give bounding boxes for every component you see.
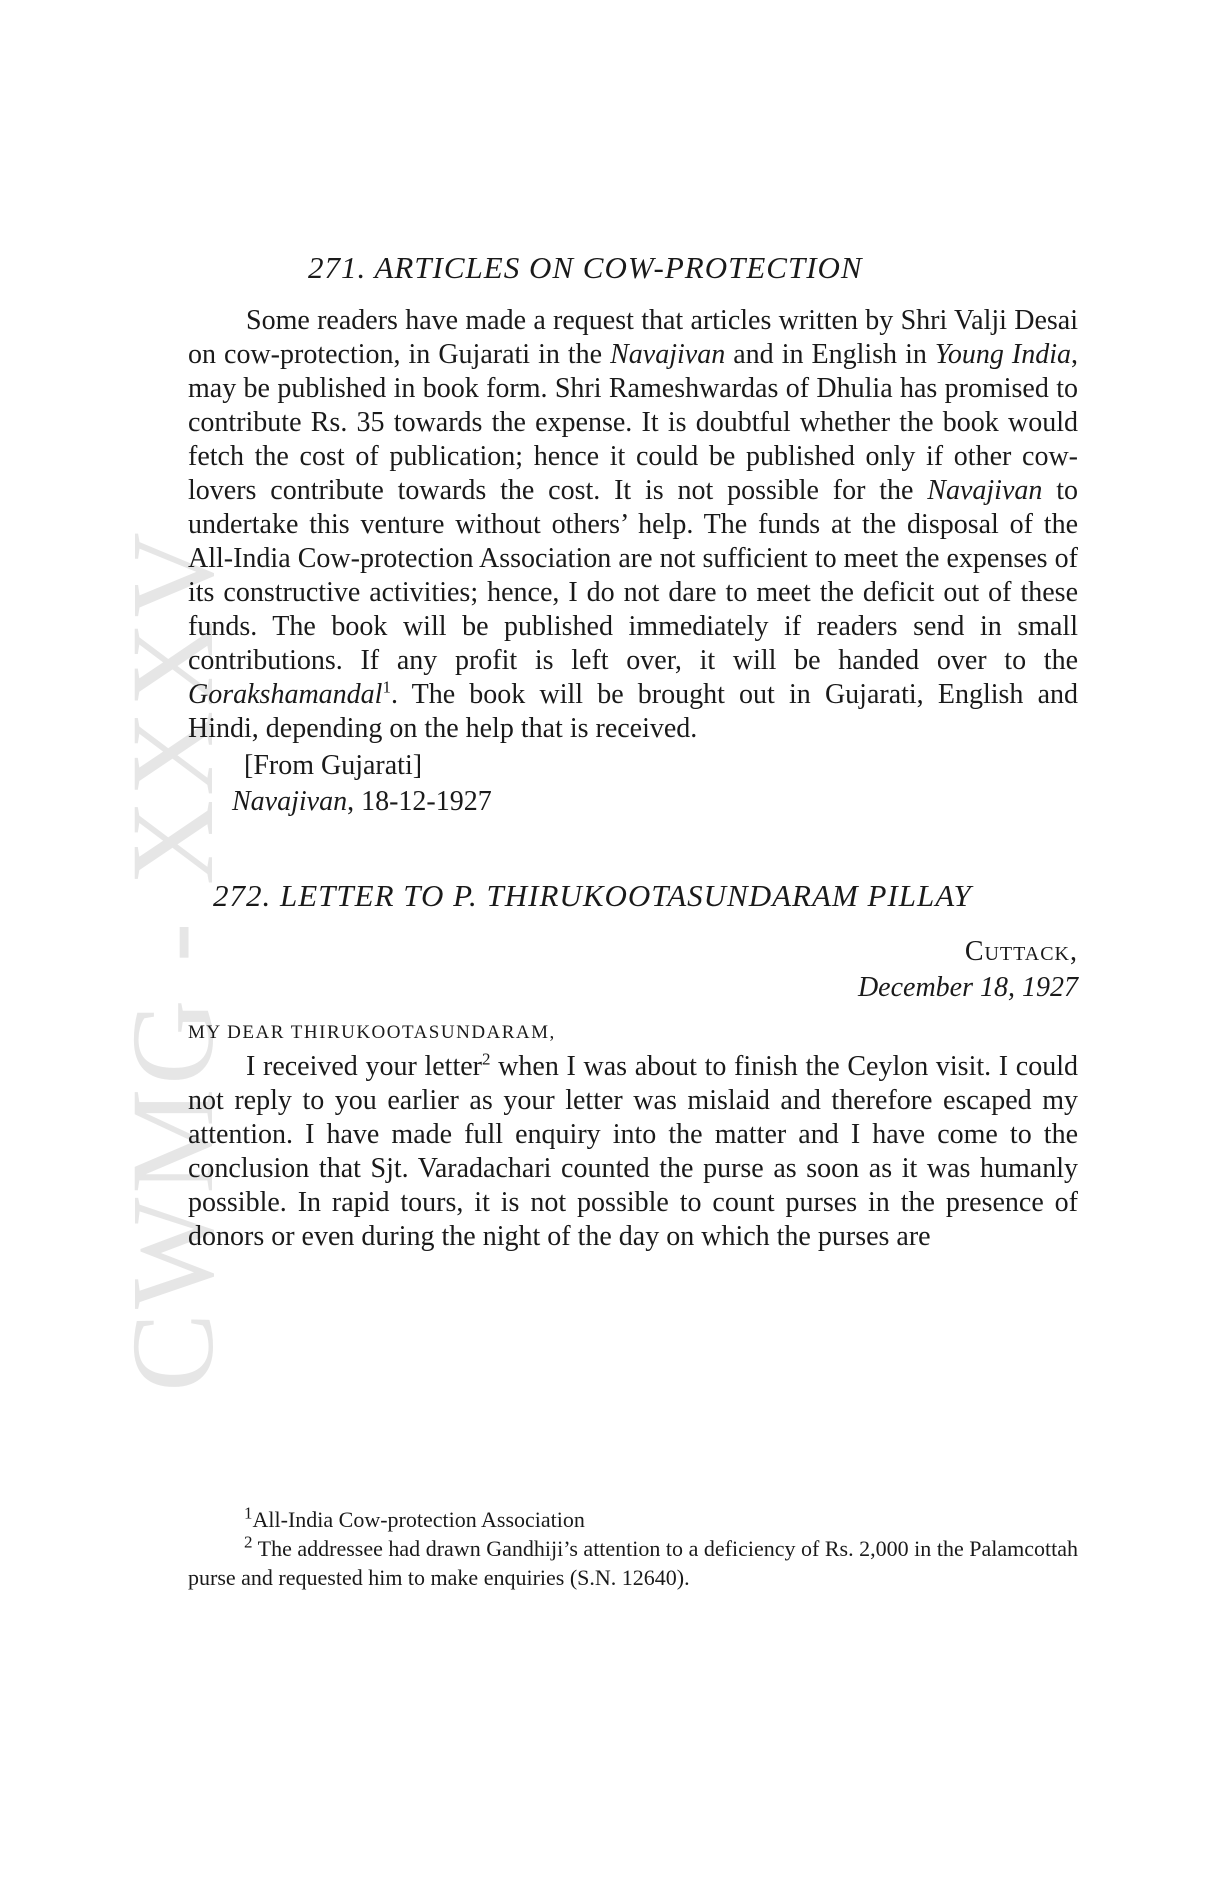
footnote-number: 1	[244, 1503, 253, 1523]
article-272-heading: 272. LETTER TO P. THIRUKOOTASUNDARAM PILLAY	[213, 878, 972, 913]
text-run: , may be published in book form. Shri Rameshwardas of Dhulia has promised to contribute Rs. 35 towards the expense. It is doubtful whether the book would fetch the cost of publication; hence it could be published only if other cow-lovers contribute towards the cost. It is not possible for the	[188, 339, 1079, 506]
source-citation	[188, 784, 1078, 820]
footnote-ref: 2	[482, 1049, 491, 1069]
footnote-1	[188, 1505, 1078, 1534]
publication-title: Navajivan	[610, 339, 726, 370]
watermark-text: CWMG - XXXV	[107, 528, 238, 1392]
article-271-paragraph	[188, 304, 1078, 746]
publication-title: Young India	[934, 339, 1072, 370]
text-run: when I was about to finish the Ceylon visit. I could not reply to you earlier as your letter was mislaid and therefore escaped my attention. I have made full enquiry into the matter and I have come to the conclusion that Sjt. Varadachari counted the purse as soon as it was humanly possible. In rapid tours, it is not possible to count purses in the presence of donors or even during the night of the day on which the purses are	[188, 1051, 1079, 1252]
text-run: to undertake this venture without others’ help. The funds at the disposal of the All-India Cow-protection Association are not sufficient to meet the expenses of its constructive activities; hence, I do not dare to meet the deficit out of these funds. The book will be published immediately if readers send in small contributions. If any profit is left over, it will be handed over to the	[188, 475, 1078, 676]
letter-paragraph	[188, 1050, 1078, 1254]
footnote-text: All-India Cow-protection Association	[252, 1507, 585, 1532]
footnote-number: 2	[244, 1532, 253, 1552]
organization-name: Gorakshamandal	[188, 679, 383, 710]
text-run: . The book will be brought out in Gujarati, English and Hindi, depending on the help that is received.	[188, 679, 1078, 744]
letter-place: Cuttack,	[964, 936, 1078, 967]
page-content	[188, 250, 1078, 1254]
text-run: and in English in	[725, 339, 935, 370]
publication-title: Navajivan	[927, 475, 1043, 506]
source-date: , 18-12-1927	[347, 786, 492, 817]
text-run: Some readers have made a request that articles written by Shri Valji Desai on cow-protection, in Gujarati in the	[188, 305, 1078, 370]
footnote-ref: 1	[382, 677, 391, 697]
letter-date: December 18, 1927	[857, 972, 1078, 1003]
source-publication: Navajivan	[232, 786, 348, 817]
text-run: I received your letter	[246, 1051, 482, 1082]
footnote-2	[188, 1534, 1078, 1592]
footnotes	[188, 1505, 1078, 1592]
letter-salutation: MY DEAR THIRUKOOTASUNDARAM,	[188, 1022, 556, 1043]
source-note: [From Gujarati]	[244, 750, 423, 781]
article-271-heading: 271. ARTICLES ON COW-PROTECTION	[308, 250, 863, 285]
footnote-text: The addressee had drawn Gandhiji’s attention to a deficiency of Rs. 2,000 in the Palamcottah purse and requested him to make enquiries (S.N. 12640).	[188, 1536, 1078, 1590]
